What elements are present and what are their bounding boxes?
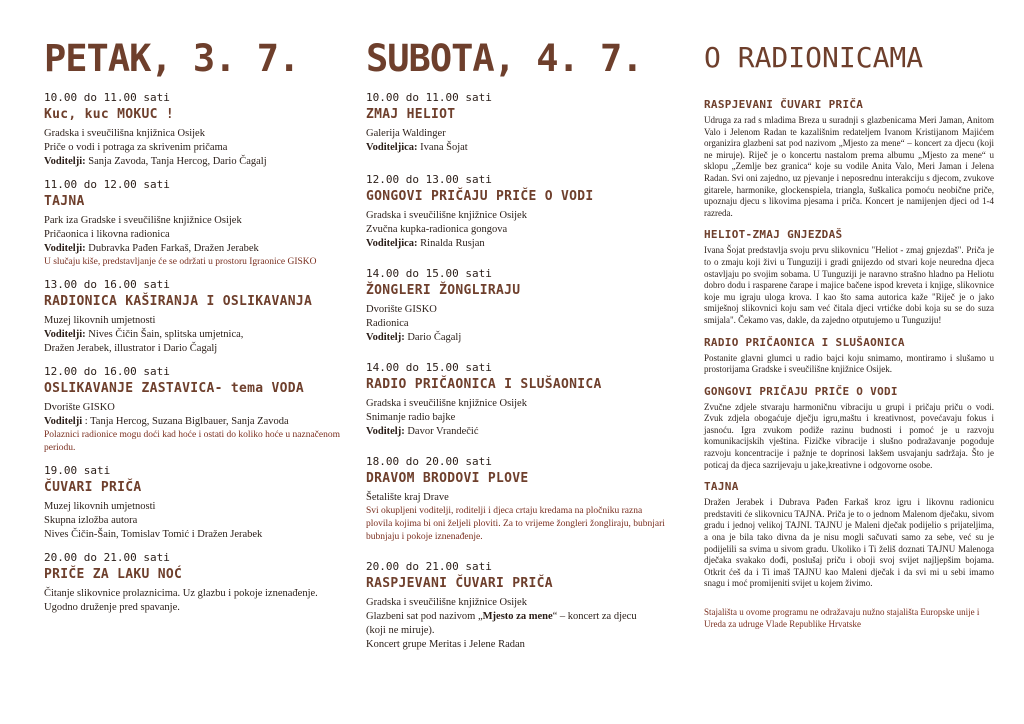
event-leaders [366, 425, 666, 439]
event-title: RADIO PRIČAONICA I SLUŠAONICA [366, 377, 602, 392]
about-section-text: Zvučne zdjele stvaraju harmoničnu vibraciju u grupi i pričaju priču o vodi. Zvuk zdjela obogaćuje dječju igru,maštu i kreativnost, povećavaju fokus i jasnoću. Igra zvukom podiže razinu budnosti i pomoć je u razvoju komunikacijskih vještina. Fizičke vibracije i slušno podražavanje pogoduje razvoju koncentracije i pažnje te doprinosi lakšem usvajanju sadržaja. Što je poticaj da djeca sazrijevaju u jake,kreativne i odgovorne osobe. [704, 401, 994, 470]
event-title: DRAVOM BRODOVI PLOVE [366, 471, 529, 486]
event-venue: Gradska i sveučilišne knjižnice Osijek [366, 210, 527, 221]
leaders-names: : Tanja Hercog, Suzana Biglbauer, Sanja Zavoda [84, 416, 289, 427]
about-column [704, 30, 994, 630]
event-time: 18.00 do 20.00 sati [366, 455, 492, 468]
leaders-names: Ivana Šojat [420, 142, 468, 153]
event-title: ŽONGLERI ŽONGLIRAJU [366, 283, 521, 298]
event-block [366, 560, 666, 652]
event-block [366, 91, 666, 155]
event-block [44, 278, 344, 356]
about-section-title: RASPJEVANI ČUVARI PRIČA [704, 98, 864, 111]
event-description: Zvučna kupka-radionica gongova [366, 224, 508, 235]
about-heading: O RADIONICAMA [704, 41, 924, 74]
about-section-text: Ivana Šojat predstavlja svoju prvu slikovnicu "Heliot - zmaj gnjezdaš". Priča je to o zmaju koji živi u Tunguziji i gradi gnijezdo od stvari koje neuredna djeca ostavljaju po svojim sobama. U Tunguziji je naravno strašno hladno pa Heliotu dobro dodu i rasparene čarape i majice bačene ispod kreveta i knjige, slikovnice koje mu igraju uloga krova. I kao što sama autorica kaže "Riječ je o jako smiješnoj slikovnici koju sam već čitala djeci vrtićke dobi koja su se do suza smijala". Čekamo vas, dakle, da zajedno otputujemo u Tunguziju! [704, 245, 994, 325]
concert-name: Mjesto za mene [482, 611, 553, 622]
event-title: ČUVARI PRIČA [44, 480, 142, 495]
event-title: PRIČE ZA LAKU NOĆ [44, 567, 183, 582]
event-description: Ugodno druženje pred spavanje. [44, 602, 180, 613]
event-block [366, 455, 666, 544]
event-block [44, 91, 344, 169]
about-section-title: RADIO PRIČAONICA I SLUŠAONICA [704, 335, 905, 349]
event-venue: Dvorište GISKO [44, 402, 115, 413]
event-time: 13.00 do 16.00 sati [44, 278, 170, 291]
event-time: 19.00 sati [44, 464, 111, 477]
event-venue: Šetalište kraj Drave [366, 492, 449, 503]
event-title: GONGOVI PRIČAJU PRIČE O VODI [366, 189, 594, 204]
event-time: 14.00 do 15.00 sati [366, 267, 492, 280]
event-venue: Gradska i sveučilišne knjižnice Osijek [366, 398, 527, 409]
leaders-label: Voditeljica: [366, 142, 418, 153]
event-time: 10.00 do 11.00 sati [366, 91, 492, 104]
event-time: 12.00 do 16.00 sati [44, 365, 170, 378]
event-title: RASPJEVANI ČUVARI PRIČA [366, 576, 553, 591]
leaders-label: Voditelji: [44, 329, 86, 340]
event-venue: Muzej likovnih umjetnosti [44, 501, 156, 512]
leaders-label: Voditeljica: [366, 238, 418, 249]
event-description: Radionica [366, 318, 409, 329]
disclaimer: Stajališta u ovome programu ne odražavaju nužno stajališta Europske unije i Ureda za udruge Vlade Republike Hrvatske [704, 607, 980, 629]
event-time: 20.00 do 21.00 sati [44, 551, 170, 564]
event-block [44, 551, 344, 615]
event-block [44, 365, 344, 455]
friday-heading: PETAK, 3. 7. [44, 37, 300, 80]
leaders-names: Rinalda Rusjan [420, 238, 485, 249]
event-block [366, 361, 666, 439]
leaders-names: Dario Čagalj [407, 332, 462, 343]
event-block [44, 178, 344, 269]
event-note: Svi okupljeni voditelji, roditelji i djeca crtaju kredama na pločniku razna plovila kojima bi oni željeli ploviti. Za to vrijeme žongleri žongliraju, bubnjari bubnjaju i pokoje iznenađenje. [366, 506, 665, 542]
about-section-title: TAJNA [704, 480, 739, 494]
saturday-heading: SUBOTA, 4. 7. [366, 37, 643, 80]
event-performers: Koncert grupe Meritas i Jelene Radan [366, 639, 525, 650]
event-leaders [44, 155, 344, 169]
saturday-column [366, 30, 666, 661]
event-venue: Muzej likovnih umjetnosti [44, 315, 156, 326]
event-time: 20.00 do 21.00 sati [366, 560, 492, 573]
concert-text-post: “ – koncert za djecu [552, 611, 637, 622]
event-time: 12.00 do 13.00 sati [366, 173, 492, 186]
friday-column [44, 30, 344, 624]
event-leaders-continued: Dražen Jerabek, illustrator i Dario Čagalj [44, 343, 218, 354]
about-section [704, 480, 994, 590]
about-section-text: Dražen Jerabek i Dubrava Pađen Farkaš kroz igru i likovnu radionicu predstaviti će slikovnicu TAJNA. Priča je to o jednom Malenom dječaku, sivom gradu i jednoj velikoj TAJNI. TAJNU je Maleni dječak podijelio s prijateljima, a ona je bila tako divna da je nisu mogli sačuvati samo za sebe, već su je podijelili sa svima u sivom gradu. Ukoliko i Ti želiš doznati TAJNU Malenoga dječaka svakako dođi, poslušaj priču i oboji svoj svijet najljepšim bojama. Otkrit ćeš da i Ti imaš TAJNU kao Maleni dječak i da svi mi u sebi imamo snagu i moć promijeniti svijet u kojem živimo. [704, 497, 994, 589]
event-description: Pričaonica i likovna radionica [44, 229, 170, 240]
event-block [44, 464, 344, 542]
about-section [704, 385, 994, 472]
concert-text-pre: Glazbeni sat pod nazivom „ [366, 611, 483, 622]
about-section [704, 228, 994, 326]
event-leaders [44, 328, 344, 342]
event-concert [366, 610, 666, 624]
event-description: Priče o vodi i potraga za skrivenim pričama [44, 142, 228, 153]
event-description: Snimanje radio bajke [366, 412, 456, 423]
event-description: (koji ne miruje). [366, 625, 435, 636]
event-venue: Dvorište GISKO [366, 304, 437, 315]
leaders-label: Voditelj: [366, 426, 405, 437]
event-description: Čitanje slikovnice prolaznicima. Uz glazbu i pokoje iznenađenje. [44, 588, 318, 599]
event-title: RADIONICA KAŠIRANJA I OSLIKAVANJA [44, 294, 313, 309]
event-title: TAJNA [44, 194, 85, 209]
event-leaders [366, 331, 666, 345]
leaders-label: Voditelji [44, 416, 83, 427]
event-block [366, 267, 666, 345]
event-description: Skupna izložba autora [44, 515, 138, 526]
event-title: OSLIKAVANJE ZASTAVICA- tema VODA [44, 381, 305, 396]
event-venue: Park iza Gradske i sveučilišne knjižnice Osijek [44, 215, 242, 226]
event-time: 10.00 do 11.00 sati [44, 91, 170, 104]
leaders-label: Voditelj: [366, 332, 405, 343]
leaders-label: Voditelji: [44, 156, 86, 167]
event-block [366, 173, 666, 251]
event-leaders [366, 141, 666, 155]
about-section-title: HELIOT-ZMAJ GNJEZDAŠ [704, 228, 843, 242]
event-title: Kuc, kuc MOKUC ! [44, 107, 175, 122]
about-section-title: GONGOVI PRIČAJU PRIČE O VODI [704, 384, 898, 398]
leaders-names: Sanja Zavoda, Tanja Hercog, Dario Čagalj [88, 156, 267, 167]
about-section [704, 336, 994, 376]
leaders-names: Davor Vrandečić [407, 426, 479, 437]
about-section-text: Postanite glavni glumci u radio bajci koju snimamo, montiramo i slušamo u prostorijama Gradske i sveučilišne knjižnice Osijek. [704, 352, 994, 375]
about-section-text: Udruga za rad s mladima Breza u suradnji s glazbenicama Meri Jaman, Anitom Valo i Jelenom Radan te kazališnim redateljem Ivanom Kristijanom Majićem organizira glazbeni sat pod nazivom „Mjesto za mene“ – koncert za djecu (koji ne miruje). Riječ je o koncertu nastalom prema albumu „Mjesto za mene“ u sklopu „Zemlje bez granica“ koje su vodile Anita Valo, Meri Jaman i Jelena Radan. Svi oni zajedno, uz pjevanje i neposrednu interakciju s djecom, zvukove gitarele, harmonike, glockenspiela, triangla, šuškalica pomoću neobične priče, upoznaju djecu s likovima pjesama i priča. Koncert je namijenjen djeci od 1-4 razreda. [704, 115, 994, 218]
event-leaders [44, 415, 344, 429]
leaders-names: Nives Čičin Šain, splitska umjetnica, [88, 329, 244, 340]
event-venue: Gradska i sveučilišna knjižnica Osijek [44, 128, 205, 139]
event-authors: Nives Čičin-Šain, Tomislav Tomić i Dražen Jerabek [44, 529, 263, 540]
event-note: U slučaju kiše, predstavljanje će se održati u prostoru Igraonice GISKO [44, 257, 317, 267]
leaders-names: Dubravka Pađen Farkaš, Dražen Jerabek [88, 243, 259, 254]
event-time: 14.00 do 15.00 sati [366, 361, 492, 374]
event-venue: Gradska i sveučilišne knjižnice Osijek [366, 597, 527, 608]
event-title: ZMAJ HELIOT [366, 107, 456, 122]
event-leaders [44, 242, 344, 256]
event-note: Polaznici radionice mogu doći kad hoće i ostati do koliko hoće u naznačenom periodu. [44, 430, 340, 453]
event-time: 11.00 do 12.00 sati [44, 178, 170, 191]
about-section [704, 98, 994, 219]
event-leaders [366, 237, 666, 251]
event-venue: Galerija Waldinger [366, 128, 446, 139]
leaders-label: Voditelji: [44, 243, 86, 254]
